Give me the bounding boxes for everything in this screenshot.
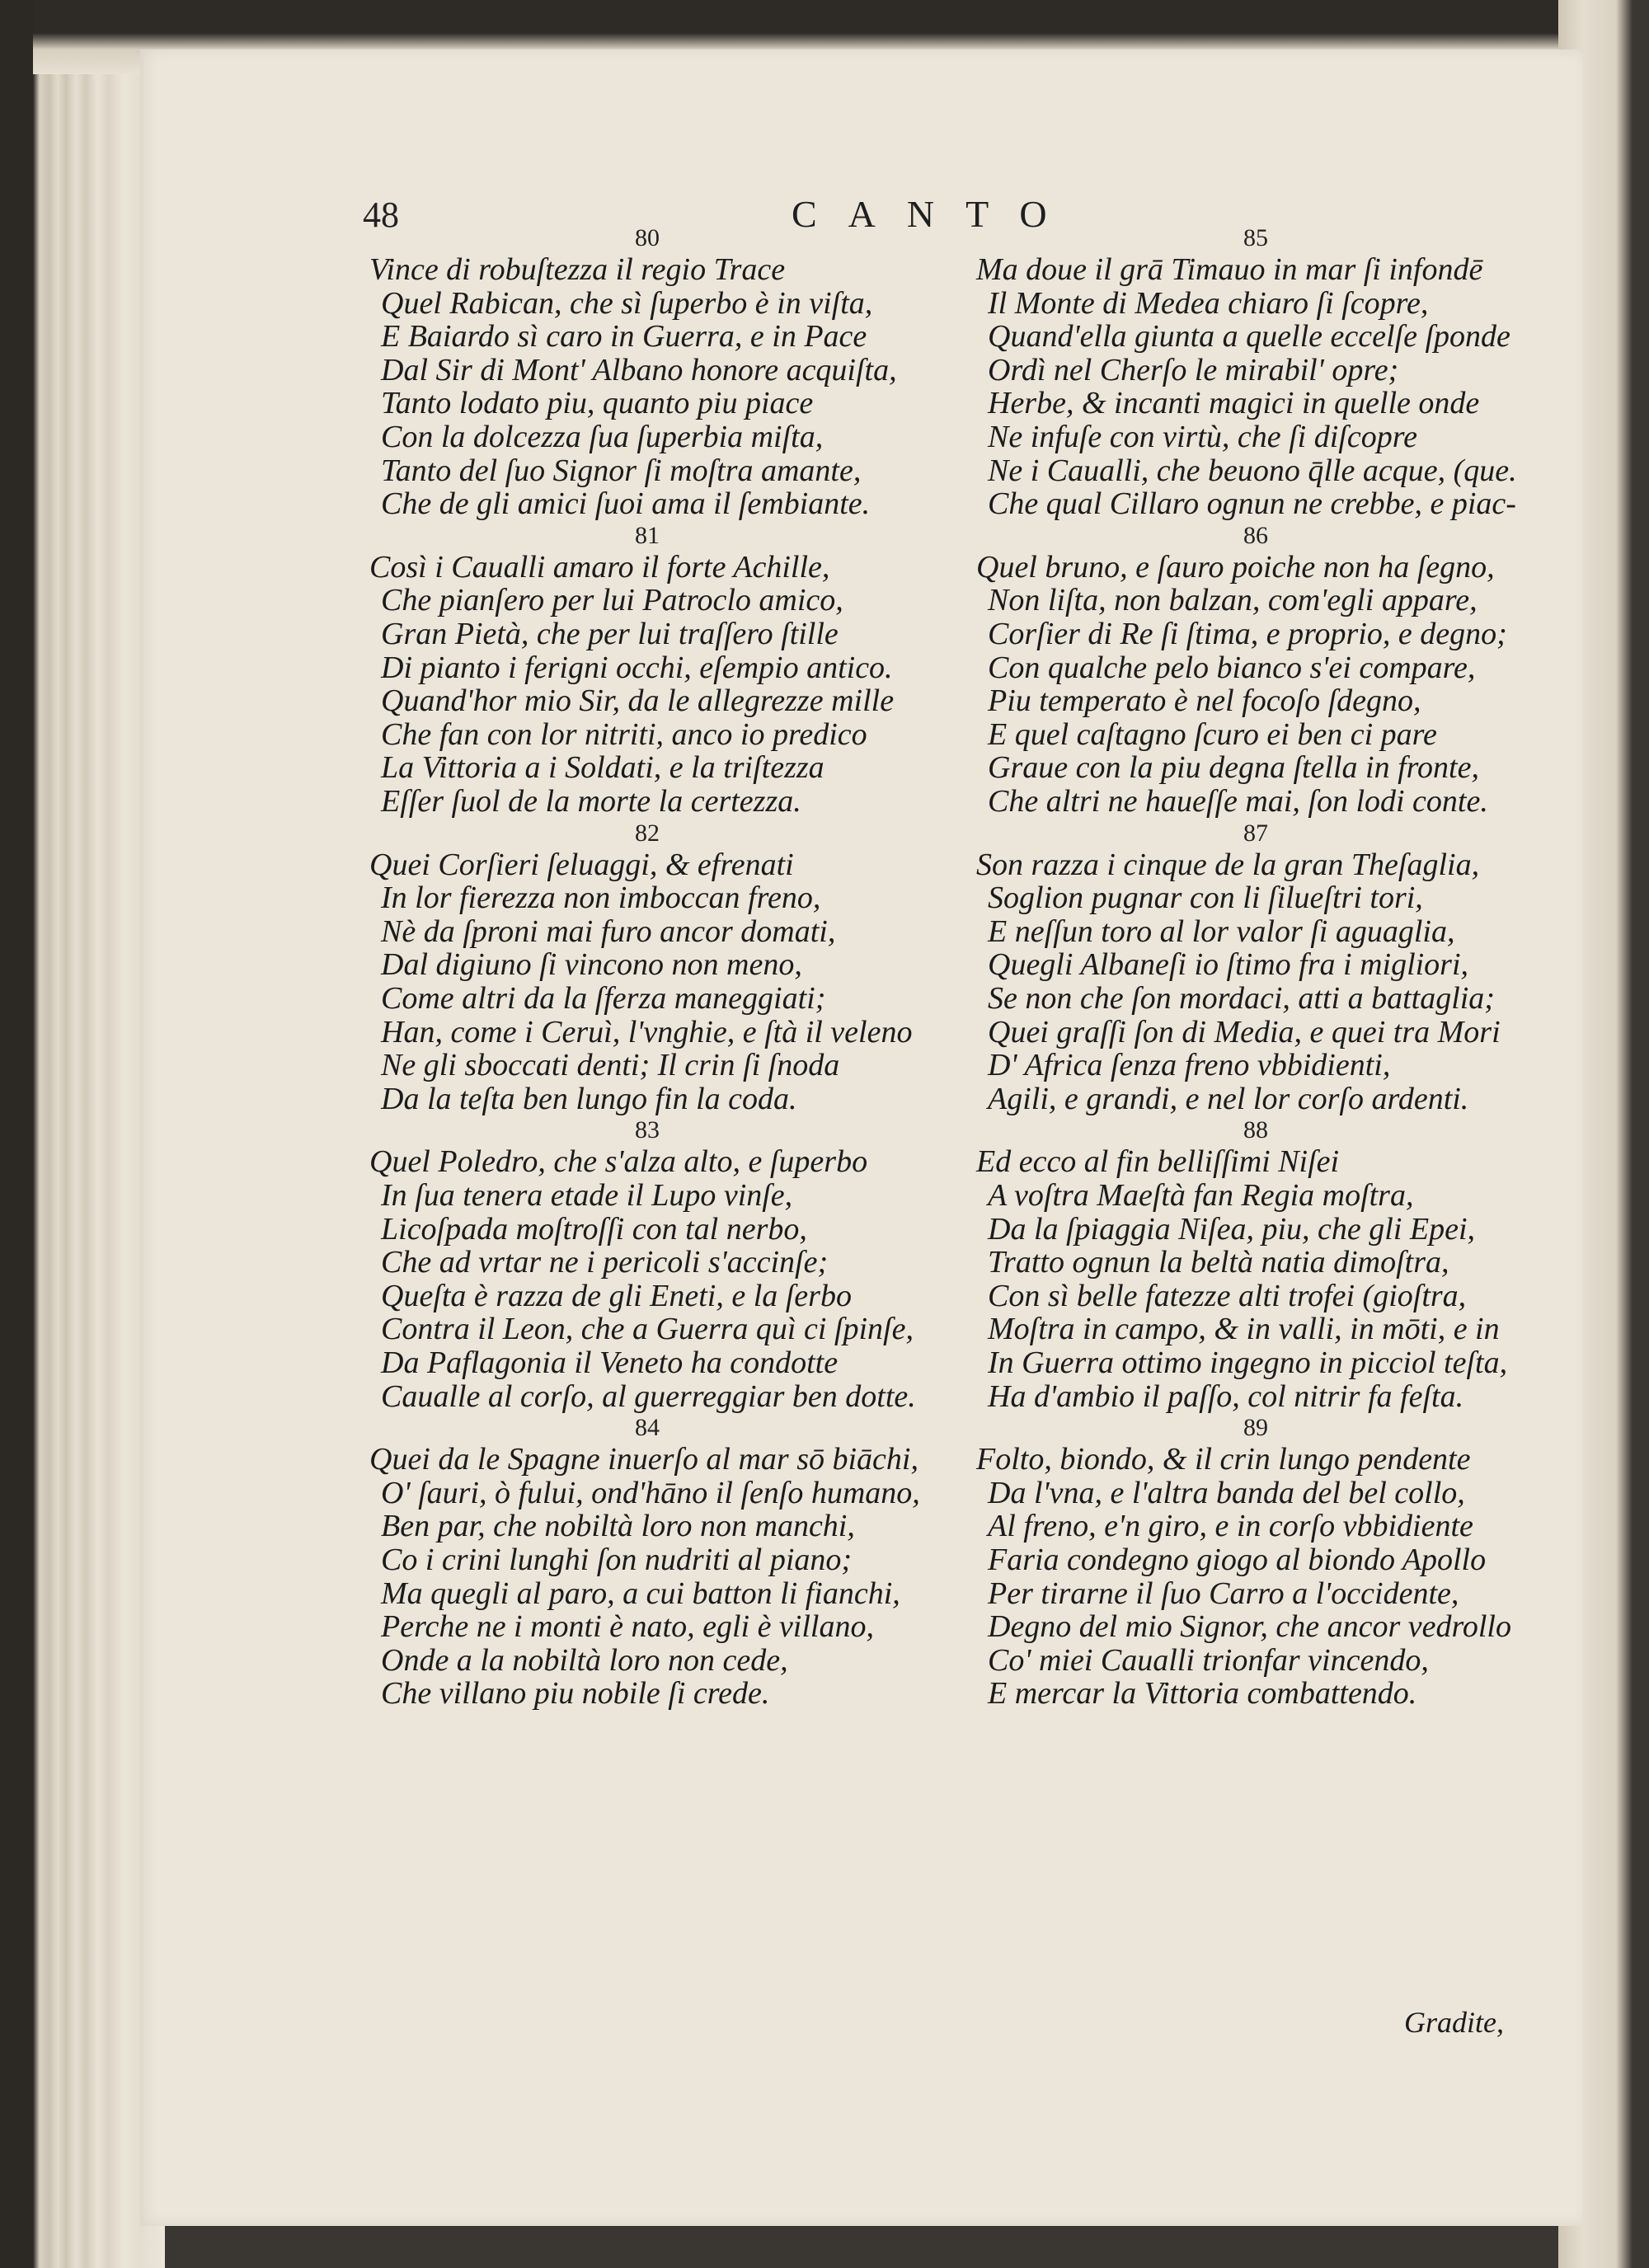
stanza-number: 83 — [635, 1116, 660, 1144]
verse-line: Ne infuſe con virtù, che ſi diſcopre — [988, 420, 1417, 454]
verse-line: Ordì nel Cherſo le mirabil' opre; — [988, 352, 1399, 387]
verse-line: Tanto del ſuo Signor ſi moſtra amante, — [381, 453, 862, 488]
verse-line: Herbe, & incanti magici in quelle onde — [988, 386, 1480, 421]
verse-line: Soglion pugnar con li ſilueſtri tori, — [988, 880, 1423, 916]
verse-line: Al freno, e'n giro, e in corſo vbbidiente — [988, 1509, 1473, 1544]
page-number: 48 — [363, 195, 399, 235]
verse-line: Quei da le Spagne inuerſo al mar sō biāchi, — [369, 1442, 918, 1477]
verse-line: Così i Caualli amaro il forte Achille, — [369, 549, 830, 585]
verse-line: Tanto lodato piu, quanto piu piace — [381, 386, 814, 421]
catchword: Gradite, — [1404, 2006, 1504, 2039]
verse-line: Il Monte di Medea chiaro ſi ſcopre, — [988, 285, 1429, 321]
verse-line: Quegli Albaneſi io ſtimo fra i migliori, — [988, 947, 1469, 983]
stanza-number: 82 — [635, 819, 660, 847]
verse-line: Faria condegno giogo al biondo Apollo — [988, 1543, 1487, 1577]
verse-line: Ma doue il grā Timauo in mar ſi infondē — [976, 252, 1483, 287]
verse-line: Licoſpada moſtroſſi con tal nerbo, — [381, 1211, 807, 1247]
verse-line: Che de gli amici ſuoi ama il ſembiante. — [381, 486, 871, 522]
verse-line: Che pianſero per lui Patroclo amico, — [381, 583, 843, 618]
verse-line: Onde a la nobiltà loro non cede, — [381, 1642, 788, 1678]
verse-line: Ma quegli al paro, a cui batton li fianchi, — [381, 1575, 900, 1611]
verse-line: Dal Sir di Mont' Albano honore acquiſta, — [381, 352, 897, 387]
verse-line: Quel bruno, e ſauro poiche non ha ſegno, — [976, 549, 1495, 585]
verse-line: Co i crini lunghi ſon nudriti al piano; — [381, 1543, 853, 1577]
verse-line: Non liſta, non balzan, com'egli appare, — [988, 583, 1478, 618]
verse-line: Ed ecco al fin belliſſimi Niſei — [976, 1144, 1340, 1180]
stanza-number: 80 — [635, 224, 660, 251]
running-head: CANTO — [792, 193, 1078, 235]
verse-line: Quand'ella giunta a quelle eccelſe ſponde — [988, 319, 1510, 355]
verse-line: Con la dolcezza ſua ſuperbia miſta, — [381, 420, 824, 454]
stanza-number: 87 — [1243, 819, 1268, 847]
verse-line: Che qual Cillaro ognun ne crebbe, e piac- — [988, 486, 1516, 522]
verse-line: A voſtra Maeſtà fan Regia moſtra, — [988, 1178, 1414, 1213]
stanza-number: 84 — [635, 1414, 660, 1442]
verse-line: La Vittoria a i Soldati, e la triſtezza — [381, 750, 824, 786]
verse-line: Degno del mio Signor, che ancor vedrollo — [988, 1609, 1511, 1645]
verse-line: Tratto ognun la beltà natia dimoſtra, — [988, 1245, 1449, 1280]
stanza-number: 85 — [1243, 224, 1268, 251]
verse-line: Da l'vna, e l'altra banda del bel collo, — [988, 1475, 1465, 1510]
stanza-number: 86 — [1243, 521, 1268, 549]
verse-line: Gran Pietà, che per lui traſſero ſtille — [381, 617, 839, 651]
verse-line: Graue con la piu degna ſtella in fronte, — [988, 750, 1479, 786]
verse-line: Vince di robuſtezza il regio Trace — [369, 252, 786, 287]
verse-line: Per tirarne il ſuo Carro a l'occidente, — [988, 1575, 1459, 1611]
stanza-number: 88 — [1243, 1116, 1268, 1144]
verse-line: Han, come i Ceruì, l'vnghie, e ſtà il veleno — [381, 1014, 913, 1049]
verse-line: Ne i Caualli, che beuono q̄lle acque, (que. — [988, 453, 1517, 488]
verse-line: Moſtra in campo, & in valli, in mōti, e in — [988, 1312, 1500, 1347]
verse-line: D' Africa ſenza freno vbbidienti, — [988, 1048, 1391, 1083]
verse-line: Quei graſſi ſon di Media, e quei tra Mori — [988, 1014, 1501, 1049]
verse-line: Son razza i cinque de la gran Theſaglia, — [976, 847, 1480, 882]
verse-line: Che altri ne haueſſe mai, ſon lodi conte. — [988, 784, 1488, 819]
verse-line: In Guerra ottimo ingegno in picciol teſta, — [988, 1345, 1508, 1380]
verse-line: Nè da ſproni mai furo ancor domati, — [381, 913, 836, 949]
verse-line: Corſier di Re ſi ſtima, e proprio, e degno; — [988, 617, 1507, 651]
verse-line: Se non che ſon mordaci, atti a battaglia; — [988, 981, 1495, 1016]
verse-line: Caualle al corſo, al guerreggiar ben dotte. — [381, 1378, 916, 1414]
verse-line: Quand'hor mio Sir, da le allegrezze mille — [381, 683, 895, 719]
verse-line: O' ſauri, ò fului, ond'hāno il ſenſo humano, — [381, 1475, 920, 1510]
verse-line: E neſſun toro al lor valor ſi aguaglia, — [988, 913, 1455, 949]
verse-line: Come altri da la ſferza maneggiati; — [381, 981, 826, 1016]
verse-line: Agili, e grandi, e nel lor corſo ardenti. — [988, 1081, 1469, 1116]
verse-line: E mercar la Vittoria combattendo. — [988, 1676, 1417, 1712]
verse-line: Contra il Leon, che a Guerra quì ci ſpinſe, — [381, 1312, 914, 1347]
verse-line: Piu temperato è nel focoſo ſdegno, — [988, 683, 1421, 719]
verse-line: Quel Poledro, che s'alza alto, e ſuperbo — [369, 1144, 868, 1180]
verse-line: Perche ne i monti è nato, egli è villano, — [381, 1609, 874, 1645]
verse-line: Ha d'ambio il paſſo, col nitrir fa feſta. — [988, 1378, 1464, 1414]
verse-line: Eſſer ſuol de la morte la certezza. — [381, 784, 801, 819]
verse-line: Che villano piu nobile ſi crede. — [381, 1676, 770, 1712]
verse-line: Quei Corſieri ſeluaggi, & efrenati — [369, 847, 794, 882]
verse-line: Da Paflagonia il Veneto ha condotte — [381, 1345, 839, 1380]
stanza-number: 89 — [1243, 1414, 1268, 1442]
verse-line: Queſta è razza de gli Eneti, e la ſerbo — [381, 1278, 852, 1313]
verse-line: Da la ſpiaggia Niſea, piu, che gli Epei, — [988, 1211, 1476, 1247]
verse-line: Di pianto i ferigni occhi, eſempio antico. — [381, 650, 893, 685]
verse-line: Con qualche pelo bianco s'ei compare, — [988, 650, 1476, 685]
verse-line: Co' miei Caualli trionfar vincendo, — [988, 1642, 1429, 1678]
verse-line: Che fan con lor nitriti, anco io predico — [381, 716, 867, 752]
page-header — [363, 194, 1558, 243]
verse-line: Quel Rabican, che sì ſuperbo è in viſta, — [381, 285, 873, 321]
verse-line: Che ad vrtar ne i pericoli s'accinſe; — [381, 1245, 829, 1280]
verse-line: Con sì belle fatezze alti trofei (gioſtra, — [988, 1278, 1467, 1313]
verse-line: Ne gli sboccati denti; Il crin ſi ſnoda — [381, 1048, 840, 1083]
verse-line: E quel caſtagno ſcuro ei ben ci pare — [988, 716, 1437, 752]
verse-line: Dal digiuno ſi vincono non meno, — [381, 947, 802, 983]
verse-line: Folto, biondo, & il crin lungo pendente — [976, 1442, 1471, 1477]
verse-line: In ſua tenera etade il Lupo vinſe, — [381, 1178, 793, 1213]
verse-line: E Baiardo sì caro in Guerra, e in Pace — [381, 319, 867, 355]
verse-line: In lor fierezza non imboccan freno, — [381, 880, 821, 916]
verse-line: Ben par, che nobiltà loro non manchi, — [381, 1509, 855, 1544]
stanza-number: 81 — [635, 521, 660, 549]
verse-line: Da la teſta ben lungo fin la coda. — [381, 1081, 797, 1116]
